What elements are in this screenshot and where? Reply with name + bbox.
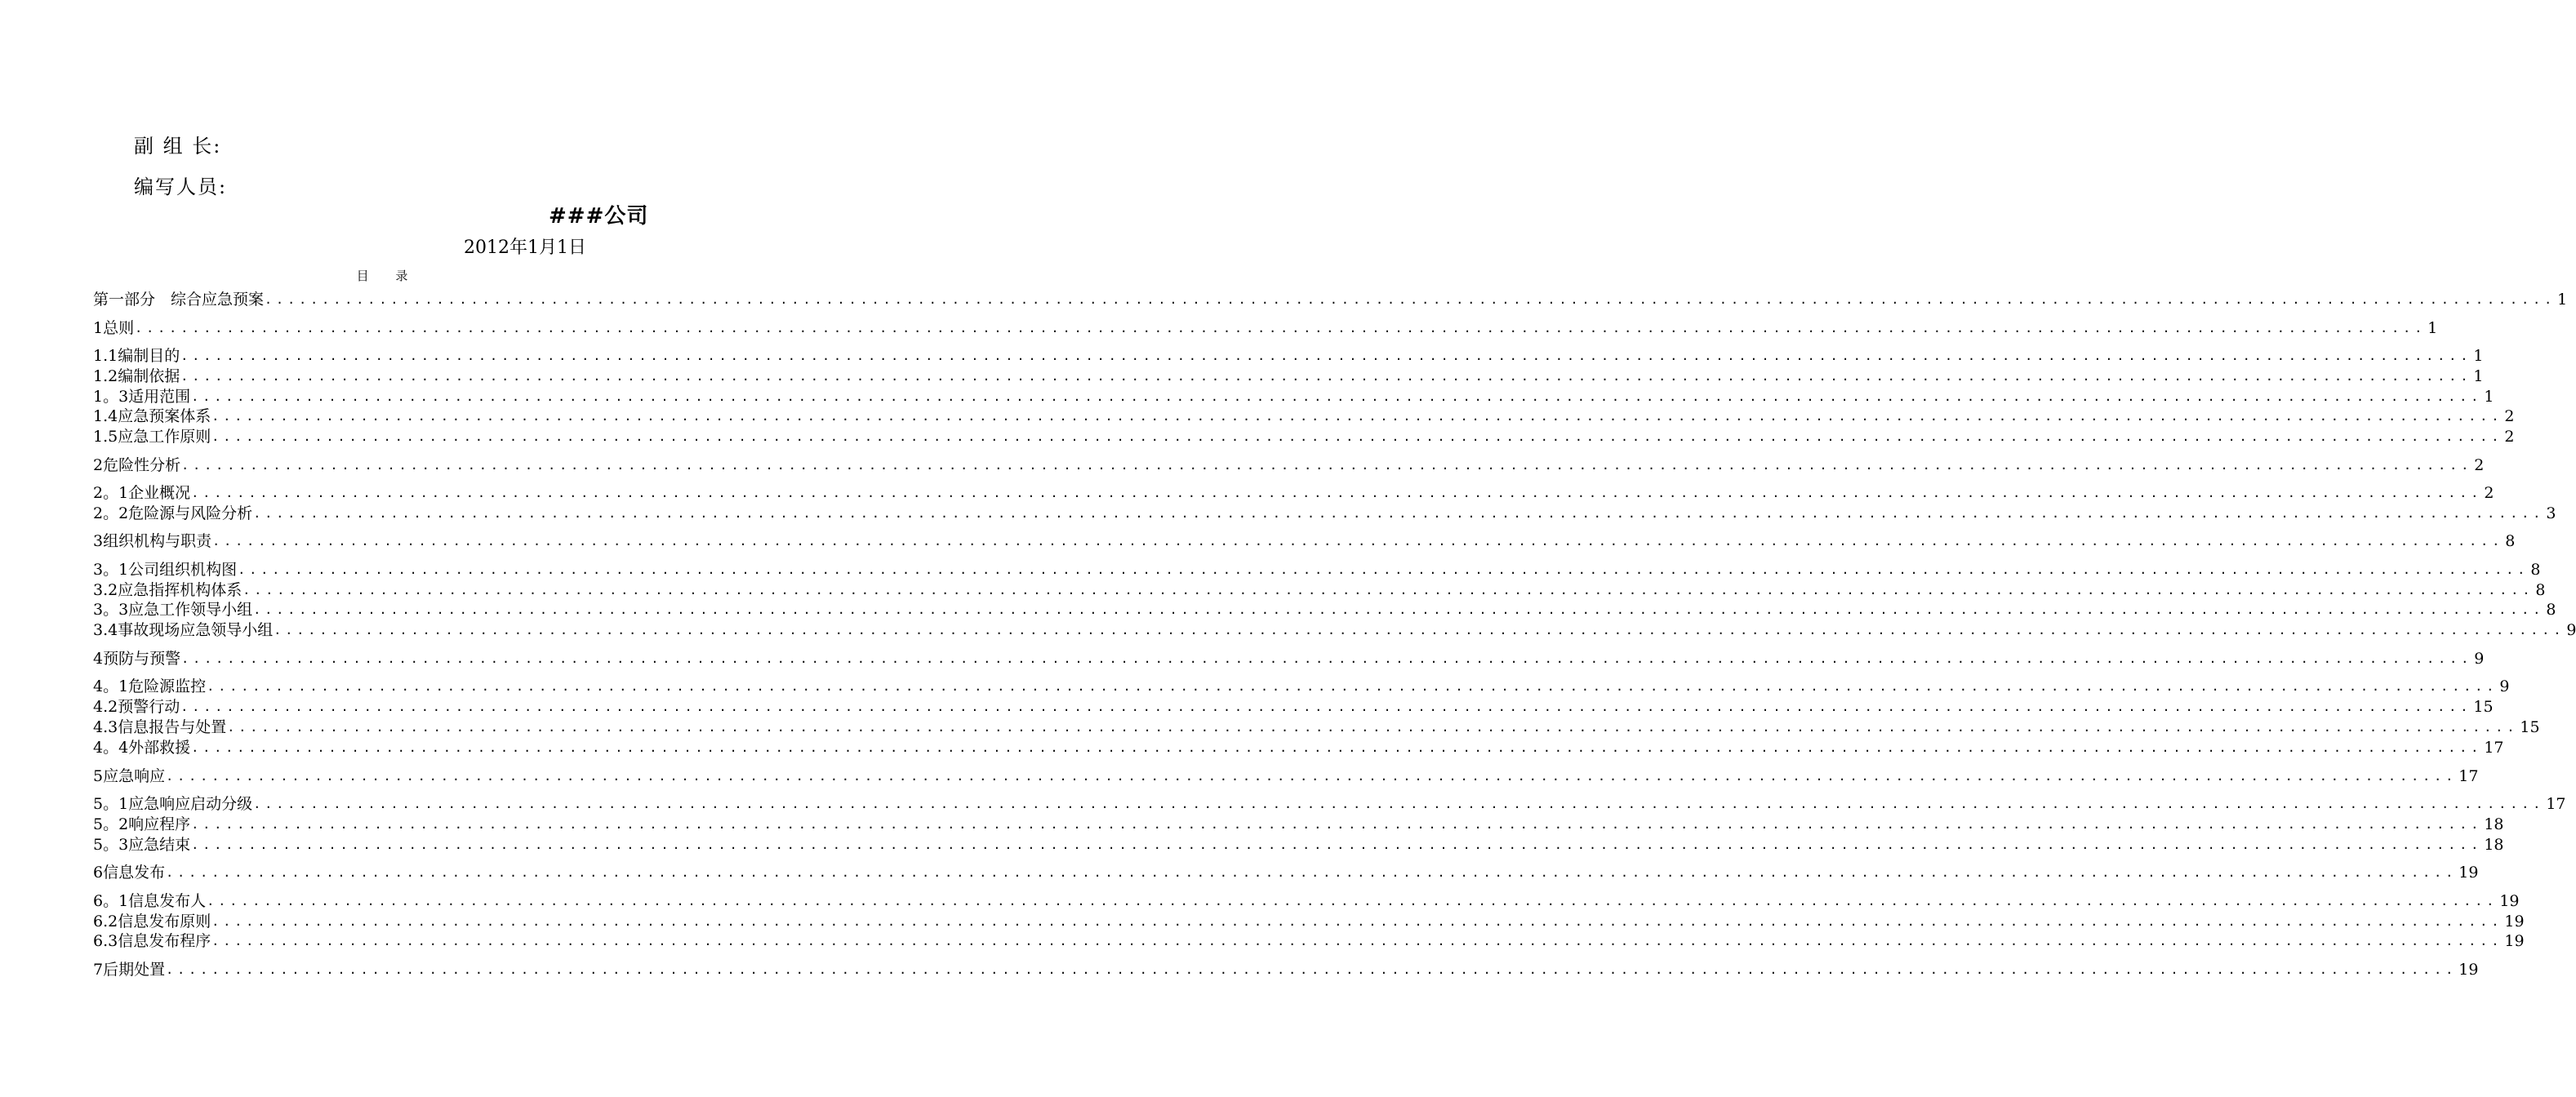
toc-entry-label: 3。1公司组织机构图 (93, 561, 238, 579)
toc-dot-leader: ........................................................................................................................................................................................................ (166, 962, 2458, 977)
toc-entry-label: 5。1应急响应启动分级 (93, 795, 253, 813)
toc-entry-label: 7后期处置 (93, 961, 166, 979)
toc-entry[interactable] (93, 384, 2494, 406)
toc-dot-leader: ........................................................................................................................................................................................................ (211, 914, 2503, 929)
toc-entry-label: 2。1企业概况 (93, 484, 191, 502)
toc-dot-leader: ........................................................................................................................................................................................................ (207, 894, 2498, 908)
toc-dot-leader: ........................................................................................................................................................................................................ (180, 369, 2472, 384)
writers-label: 编写人员: (134, 175, 228, 198)
toc-dot-leader: ........................................................................................................................................................................................................ (238, 562, 2529, 577)
toc-entry[interactable] (93, 529, 2516, 550)
toc-entry[interactable] (93, 316, 2438, 337)
toc-entry[interactable] (93, 957, 2479, 979)
toc-entry-label: 5应急响应 (93, 767, 166, 785)
toc-entry[interactable] (93, 364, 2484, 385)
toc-entry-label: 6.2信息发布原则 (93, 913, 211, 930)
toc-entry-page: 9 (2499, 677, 2510, 695)
toc-dot-leader: ........................................................................................................................................................................................................ (191, 486, 2483, 500)
toc-entry[interactable] (93, 812, 2504, 833)
toc-entry-label: 1总则 (93, 319, 135, 337)
company-name: ###公司 (549, 204, 649, 229)
toc-entry[interactable] (93, 344, 2484, 365)
toc-entry-page: 17 (2546, 795, 2566, 813)
toc-entry[interactable] (93, 646, 2485, 668)
toc-entry[interactable] (93, 792, 2566, 813)
toc-dot-leader: ........................................................................................................................................................................................................ (253, 506, 2545, 521)
toc-entry-page: 8 (2530, 561, 2541, 579)
toc-entry-page: 19 (2504, 932, 2525, 950)
toc-entry[interactable] (93, 481, 2494, 502)
toc-dot-leader: ........................................................................................................................................................................................................ (180, 349, 2472, 363)
toc-entry-page: 1 (2484, 388, 2494, 406)
toc-dot-leader: ........................................................................................................................................................................................................ (211, 429, 2503, 444)
toc-entry[interactable] (93, 764, 2479, 785)
toc-entry-label: 1。3适用范围 (93, 388, 191, 406)
toc-entry-page: 17 (2484, 739, 2504, 757)
toc-entry[interactable] (93, 597, 2556, 619)
toc-title: 目 录 (356, 269, 420, 283)
toc-entry-label: 6信息发布 (93, 864, 166, 882)
toc-entry-label: 4.3信息报告与处置 (93, 718, 227, 736)
toc-entry-page: 8 (2546, 601, 2556, 619)
toc-entry[interactable] (93, 501, 2556, 522)
toc-dot-leader: ........................................................................................................................................................................................................ (211, 409, 2503, 424)
toc-entry-label: 4。1危险源监控 (93, 677, 207, 695)
toc-entry[interactable] (93, 453, 2485, 474)
toc-entry-page: 9 (2474, 650, 2485, 668)
deputy-leader-label: 副 组 长: (134, 135, 222, 158)
toc-entry[interactable] (93, 424, 2515, 446)
toc-dot-leader: ........................................................................................................................................................................................................ (181, 458, 2473, 473)
toc-entry-label: 1.2编制依据 (93, 367, 180, 385)
toc-entry-label: 1.4应急预案体系 (93, 407, 211, 425)
toc-entry[interactable] (93, 735, 2504, 757)
toc-entry-page: 1 (2473, 347, 2484, 365)
toc-dot-leader: ........................................................................................................................................................................................................ (265, 292, 2556, 307)
toc-entry-label: 3组织机构与职责 (93, 532, 212, 550)
toc-dot-leader: ........................................................................................................................................................................................................ (191, 389, 2483, 404)
toc-dot-leader: ........................................................................................................................................................................................................ (207, 679, 2498, 694)
toc-dot-leader: ........................................................................................................................................................................................................ (135, 321, 2427, 335)
toc-entry-page: 15 (2520, 718, 2540, 736)
toc-entry-label: 5。2响应程序 (93, 815, 191, 833)
toc-entry[interactable] (93, 889, 2520, 910)
toc-dot-leader: ........................................................................................................................................................................................................ (180, 700, 2472, 714)
toc-entry-page: 1 (2427, 319, 2438, 337)
toc-entry-page: 18 (2484, 836, 2504, 854)
toc-entry-label: 2。2危险源与风险分析 (93, 504, 253, 522)
toc-entry-page: 9 (2566, 621, 2576, 639)
toc-entry-page: 15 (2473, 698, 2494, 716)
toc-entry[interactable] (93, 578, 2546, 599)
toc-entry-page: 2 (2474, 456, 2485, 474)
toc-dot-leader: ........................................................................................................................................................................................................ (191, 837, 2483, 852)
toc-entry-label: 6。1信息发布人 (93, 892, 207, 910)
toc-entry-label: 1.1编制目的 (93, 347, 180, 365)
toc-entry-label: 第一部分 综合应急预案 (93, 291, 265, 309)
toc-entry-label: 4预防与预警 (93, 650, 181, 668)
toc-entry-page: 8 (2535, 581, 2546, 599)
document-date: 2012年1月1日 (464, 238, 586, 258)
toc-entry[interactable] (93, 674, 2510, 695)
toc-entry[interactable] (93, 715, 2540, 736)
toc-entry-label: 3。3应急工作领导小组 (93, 601, 253, 619)
toc-entry-label: 3.4事故现场应急领导小组 (93, 621, 274, 639)
toc-entry-page: 19 (2458, 864, 2479, 882)
toc-dot-leader: ........................................................................................................................................................................................................ (274, 623, 2565, 637)
toc-entry-label: 4。4外部救援 (93, 739, 191, 757)
toc-entry-page: 8 (2505, 532, 2516, 550)
toc-dot-leader: ........................................................................................................................................................................................................ (191, 740, 2483, 755)
toc-entry-page: 2 (2504, 428, 2515, 446)
toc-entry-label: 5。3应急结束 (93, 836, 191, 854)
toc-entry-page: 18 (2484, 815, 2504, 833)
toc-entry[interactable] (93, 618, 2576, 639)
toc-dot-leader: ........................................................................................................................................................................................................ (181, 651, 2473, 666)
toc-entry-page: 3 (2546, 504, 2556, 522)
toc-dot-leader: ........................................................................................................................................................................................................ (253, 602, 2545, 617)
toc-entry[interactable] (93, 833, 2504, 854)
toc-entry-label: 4.2预警行动 (93, 698, 180, 716)
toc-entry[interactable] (93, 860, 2479, 882)
toc-entry-page: 19 (2504, 913, 2525, 930)
toc-dot-leader: ........................................................................................................................................................................................................ (242, 583, 2534, 597)
toc-entry-label: 3.2应急指挥机构体系 (93, 581, 242, 599)
toc-entry-label: 6.3信息发布程序 (93, 932, 211, 950)
toc-entry[interactable] (93, 557, 2541, 579)
toc-entry-label: 2危险性分析 (93, 456, 181, 474)
toc-entry-page: 1 (2473, 367, 2484, 385)
toc-dot-leader: ........................................................................................................................................................................................................ (166, 865, 2458, 880)
toc-entry[interactable] (93, 909, 2525, 930)
toc-dot-leader: ........................................................................................................................................................................................................ (211, 934, 2503, 948)
toc-entry[interactable] (93, 404, 2515, 425)
toc-entry-page: 19 (2458, 961, 2479, 979)
toc-entry[interactable] (93, 695, 2494, 716)
toc-dot-leader: ........................................................................................................................................................................................................ (166, 769, 2458, 784)
toc-dot-leader: ........................................................................................................................................................................................................ (227, 720, 2519, 735)
toc-entry[interactable] (93, 287, 2568, 309)
toc-dot-leader: ........................................................................................................................................................................................................ (191, 817, 2483, 832)
toc-entry-page: 2 (2504, 407, 2515, 425)
toc-entry-page: 1 (2557, 291, 2568, 309)
toc-entry-page: 2 (2484, 484, 2494, 502)
toc-entry[interactable] (93, 929, 2525, 950)
toc-entry-label: 1.5应急工作原则 (93, 428, 211, 446)
toc-entry-page: 17 (2458, 767, 2479, 785)
toc-dot-leader: ........................................................................................................................................................................................................ (253, 797, 2545, 811)
toc-entry-page: 19 (2499, 892, 2520, 910)
toc-dot-leader: ........................................................................................................................................................................................................ (212, 534, 2504, 548)
